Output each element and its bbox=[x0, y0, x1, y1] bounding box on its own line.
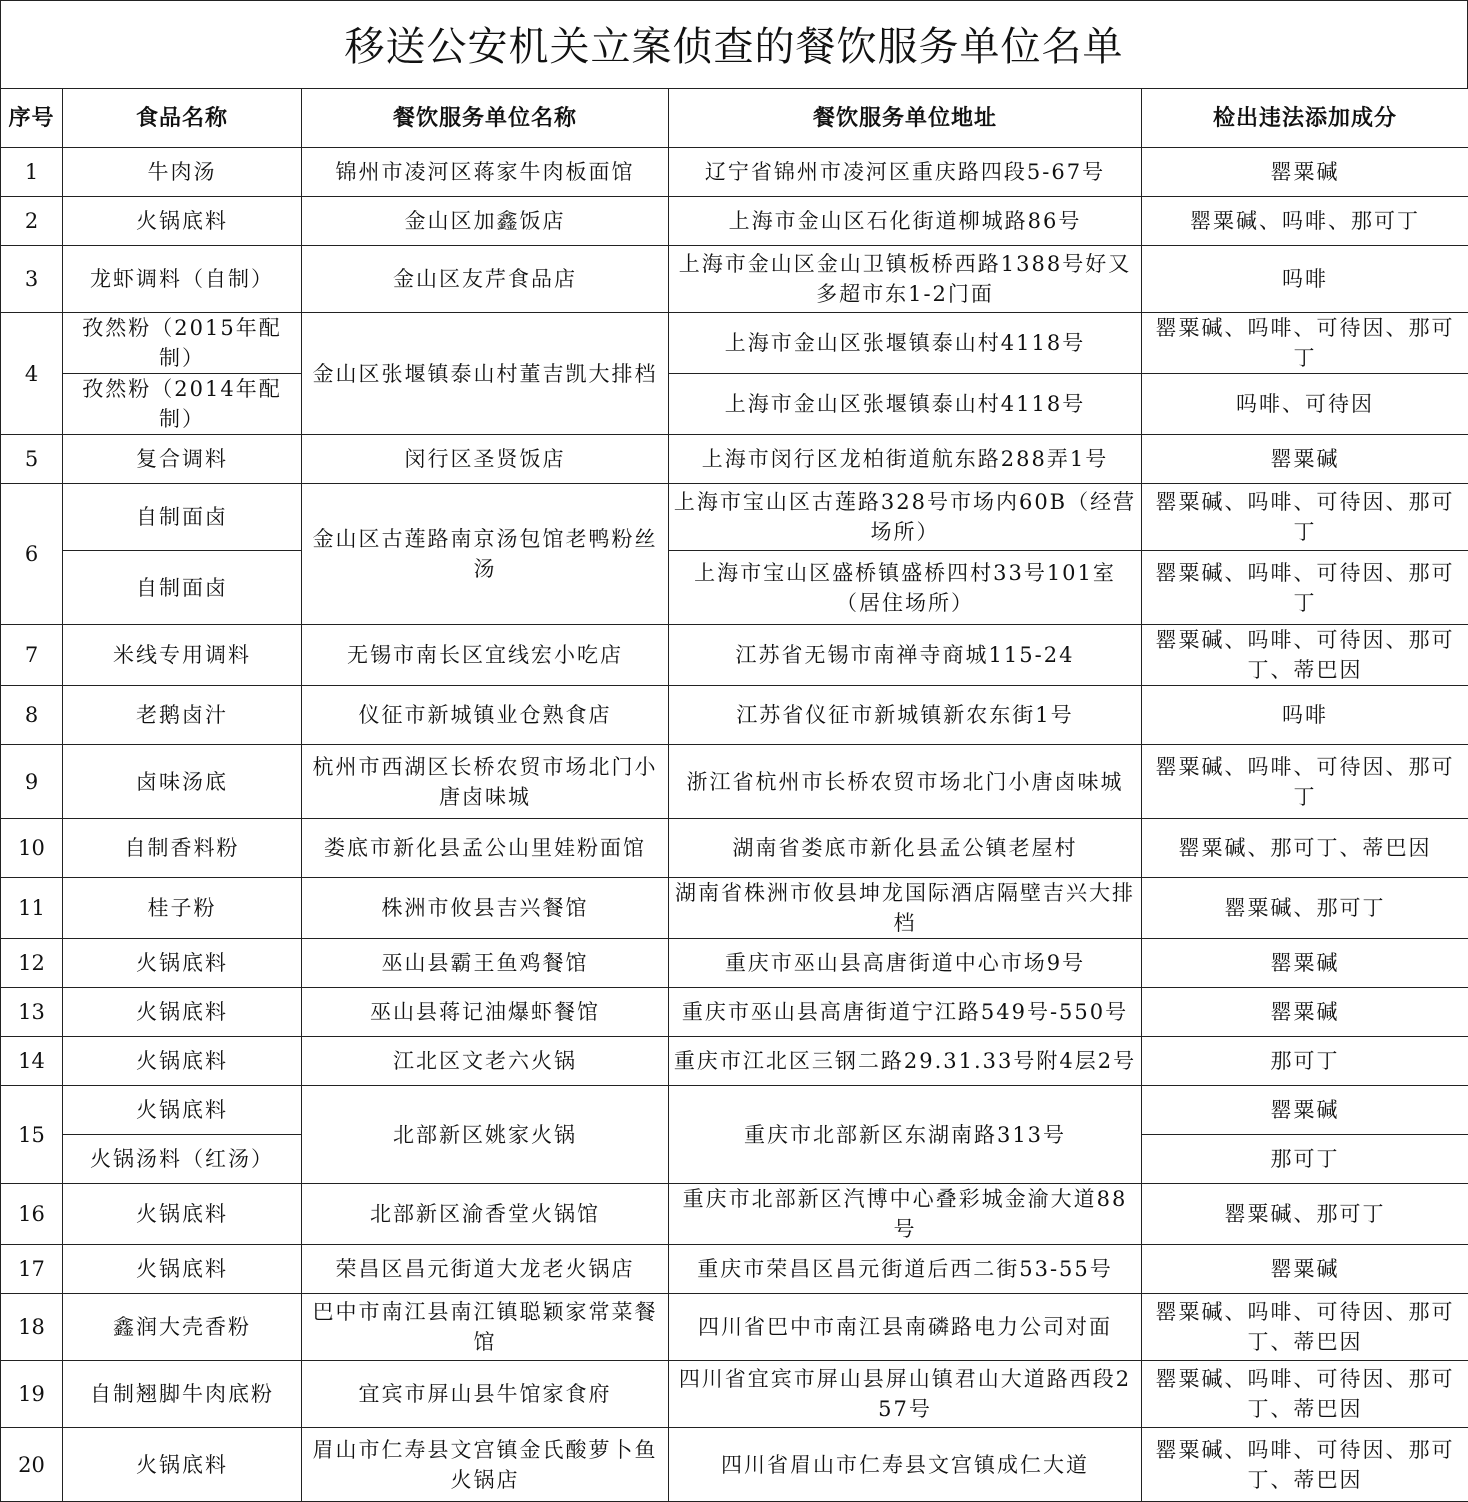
cell-additive: 罂粟碱 bbox=[1142, 988, 1468, 1037]
cell-food: 桂子粉 bbox=[63, 878, 302, 939]
cell-address: 重庆市巫山县高唐街道宁江路549号-550号 bbox=[669, 988, 1142, 1037]
cell-additive: 罂粟碱、吗啡、可待因、那可丁 bbox=[1142, 313, 1468, 374]
table-row bbox=[1, 745, 1468, 819]
header-additive: 检出违法添加成分 bbox=[1142, 89, 1468, 148]
cell-address: 辽宁省锦州市凌河区重庆路四段5-67号 bbox=[669, 148, 1142, 197]
cell-food: 复合调料 bbox=[63, 435, 302, 484]
table-row bbox=[1, 686, 1468, 745]
cell-additive: 罂粟碱、那可丁、蒂巴因 bbox=[1142, 819, 1468, 878]
table-row bbox=[1, 878, 1468, 939]
cell-additive: 罂粟碱、那可丁 bbox=[1142, 1184, 1468, 1245]
cell-seq: 2 bbox=[1, 197, 63, 246]
cell-food: 老鹅卤汁 bbox=[63, 686, 302, 745]
cell-address: 四川省眉山市仁寿县文宫镇成仁大道 bbox=[669, 1428, 1142, 1502]
cell-seq: 16 bbox=[1, 1184, 63, 1245]
cell-unit: 北部新区姚家火锅 bbox=[302, 1086, 669, 1184]
cell-address: 湖南省娄底市新化县孟公镇老屋村 bbox=[669, 819, 1142, 878]
cell-address: 重庆市江北区三钢二路29.31.33号附4层2号 bbox=[669, 1037, 1142, 1086]
cell-address: 上海市金山区石化街道柳城路86号 bbox=[669, 197, 1142, 246]
cell-food: 火锅底料 bbox=[63, 1037, 302, 1086]
cell-seq: 19 bbox=[1, 1361, 63, 1428]
cell-additive: 吗啡 bbox=[1142, 686, 1468, 745]
cell-seq: 13 bbox=[1, 988, 63, 1037]
cell-additive: 吗啡、可待因 bbox=[1142, 374, 1468, 435]
cell-seq: 5 bbox=[1, 435, 63, 484]
table-row bbox=[1, 313, 1468, 374]
cell-seq: 6 bbox=[1, 484, 63, 625]
cell-food: 自制面卤 bbox=[63, 551, 302, 625]
cell-unit: 巫山县蒋记油爆虾餐馆 bbox=[302, 988, 669, 1037]
cell-seq: 11 bbox=[1, 878, 63, 939]
cell-food: 自制香料粉 bbox=[63, 819, 302, 878]
table-row bbox=[1, 197, 1468, 246]
cell-food: 米线专用调料 bbox=[63, 625, 302, 686]
cell-additive: 罂粟碱 bbox=[1142, 1245, 1468, 1294]
cell-unit: 荣昌区昌元街道大龙老火锅店 bbox=[302, 1245, 669, 1294]
cell-food: 火锅底料 bbox=[63, 1184, 302, 1245]
table-row bbox=[1, 551, 1468, 625]
cell-address: 上海市金山区金山卫镇板桥西路1388号好又多超市东1-2门面 bbox=[669, 246, 1142, 313]
cell-unit: 锦州市凌河区蒋家牛肉板面馆 bbox=[302, 148, 669, 197]
header-seq: 序号 bbox=[1, 89, 63, 148]
cell-additive: 罂粟碱、那可丁 bbox=[1142, 878, 1468, 939]
cell-additive: 吗啡 bbox=[1142, 246, 1468, 313]
cell-address: 江苏省仪征市新城镇新农东街1号 bbox=[669, 686, 1142, 745]
cell-seq: 10 bbox=[1, 819, 63, 878]
cell-additive: 罂粟碱、吗啡、可待因、那可丁 bbox=[1142, 484, 1468, 551]
cell-additive: 罂粟碱 bbox=[1142, 1086, 1468, 1135]
cell-additive: 那可丁 bbox=[1142, 1135, 1468, 1184]
table-row bbox=[1, 1184, 1468, 1245]
cell-unit: 金山区古莲路南京汤包馆老鸭粉丝汤 bbox=[302, 484, 669, 625]
cell-additive: 罂粟碱、吗啡、可待因、那可丁、蒂巴因 bbox=[1142, 625, 1468, 686]
cell-unit: 巴中市南江县南江镇聪颖家常菜餐馆 bbox=[302, 1294, 669, 1361]
cell-address: 重庆市荣昌区昌元街道后西二街53-55号 bbox=[669, 1245, 1142, 1294]
table-row bbox=[1, 246, 1468, 313]
cell-food: 火锅底料 bbox=[63, 1428, 302, 1502]
header-unit: 餐饮服务单位名称 bbox=[302, 89, 669, 148]
cell-additive: 罂粟碱 bbox=[1142, 435, 1468, 484]
table-row bbox=[1, 1428, 1468, 1502]
cell-food: 卤味汤底 bbox=[63, 745, 302, 819]
cell-unit: 无锡市南长区宜线宏小吃店 bbox=[302, 625, 669, 686]
cell-food: 火锅汤料（红汤） bbox=[63, 1135, 302, 1184]
cell-additive: 罂粟碱 bbox=[1142, 148, 1468, 197]
cell-unit: 娄底市新化县孟公山里娃粉面馆 bbox=[302, 819, 669, 878]
cell-address: 四川省宜宾市屏山县屏山镇君山大道路西段257号 bbox=[669, 1361, 1142, 1428]
cell-address: 江苏省无锡市南禅寺商城115-24 bbox=[669, 625, 1142, 686]
table-row bbox=[1, 435, 1468, 484]
table-row bbox=[1, 1037, 1468, 1086]
cell-unit: 江北区文老六火锅 bbox=[302, 1037, 669, 1086]
cell-seq: 15 bbox=[1, 1086, 63, 1184]
cell-address: 上海市宝山区盛桥镇盛桥四村33号101室（居住场所） bbox=[669, 551, 1142, 625]
restaurant-table bbox=[0, 88, 1468, 1502]
header-food: 食品名称 bbox=[63, 89, 302, 148]
cell-additive: 罂粟碱、吗啡、可待因、那可丁 bbox=[1142, 551, 1468, 625]
cell-unit: 闵行区圣贤饭店 bbox=[302, 435, 669, 484]
cell-address: 上海市宝山区古莲路328号市场内60B（经营场所） bbox=[669, 484, 1142, 551]
cell-food: 鑫润大壳香粉 bbox=[63, 1294, 302, 1361]
cell-food: 火锅底料 bbox=[63, 1086, 302, 1135]
cell-additive: 那可丁 bbox=[1142, 1037, 1468, 1086]
cell-food: 牛肉汤 bbox=[63, 148, 302, 197]
cell-additive: 罂粟碱、吗啡、可待因、那可丁、蒂巴因 bbox=[1142, 1361, 1468, 1428]
table-row bbox=[1, 988, 1468, 1037]
cell-food: 火锅底料 bbox=[63, 939, 302, 988]
cell-unit: 宜宾市屏山县牛馆家食府 bbox=[302, 1361, 669, 1428]
table-row bbox=[1, 939, 1468, 988]
page-title: 移送公安机关立案侦查的餐饮服务单位名单 bbox=[0, 0, 1468, 88]
cell-seq: 12 bbox=[1, 939, 63, 988]
cell-seq: 4 bbox=[1, 313, 63, 435]
cell-seq: 3 bbox=[1, 246, 63, 313]
table-row bbox=[1, 1361, 1468, 1428]
cell-seq: 17 bbox=[1, 1245, 63, 1294]
cell-address: 上海市闵行区龙柏街道航东路288弄1号 bbox=[669, 435, 1142, 484]
cell-address: 重庆市北部新区东湖南路313号 bbox=[669, 1086, 1142, 1184]
cell-unit: 北部新区渝香堂火锅馆 bbox=[302, 1184, 669, 1245]
cell-additive: 罂粟碱 bbox=[1142, 939, 1468, 988]
cell-address: 上海市金山区张堰镇泰山村4118号 bbox=[669, 374, 1142, 435]
table-header-row bbox=[1, 89, 1468, 148]
table-row bbox=[1, 1086, 1468, 1135]
cell-food: 火锅底料 bbox=[63, 1245, 302, 1294]
cell-seq: 18 bbox=[1, 1294, 63, 1361]
cell-food: 孜然粉（2014年配制） bbox=[63, 374, 302, 435]
cell-address: 重庆市巫山县高唐街道中心市场9号 bbox=[669, 939, 1142, 988]
cell-unit: 金山区友芹食品店 bbox=[302, 246, 669, 313]
table-row bbox=[1, 1245, 1468, 1294]
table-row bbox=[1, 148, 1468, 197]
cell-food: 自制面卤 bbox=[63, 484, 302, 551]
cell-address: 上海市金山区张堰镇泰山村4118号 bbox=[669, 313, 1142, 374]
cell-food: 火锅底料 bbox=[63, 197, 302, 246]
header-address: 餐饮服务单位地址 bbox=[669, 89, 1142, 148]
cell-unit: 金山区张堰镇泰山村董吉凯大排档 bbox=[302, 313, 669, 435]
cell-unit: 株洲市攸县吉兴餐馆 bbox=[302, 878, 669, 939]
cell-unit: 杭州市西湖区长桥农贸市场北门小唐卤味城 bbox=[302, 745, 669, 819]
cell-additive: 罂粟碱、吗啡、可待因、那可丁 bbox=[1142, 745, 1468, 819]
cell-address: 重庆市北部新区汽博中心叠彩城金渝大道88号 bbox=[669, 1184, 1142, 1245]
cell-additive: 罂粟碱、吗啡、可待因、那可丁、蒂巴因 bbox=[1142, 1428, 1468, 1502]
cell-food: 自制翘脚牛肉底粉 bbox=[63, 1361, 302, 1428]
cell-address: 湖南省株洲市攸县坤龙国际酒店隔壁吉兴大排档 bbox=[669, 878, 1142, 939]
cell-seq: 7 bbox=[1, 625, 63, 686]
table-row bbox=[1, 484, 1468, 551]
table-row bbox=[1, 819, 1468, 878]
table-row bbox=[1, 1294, 1468, 1361]
cell-food: 孜然粉（2015年配制） bbox=[63, 313, 302, 374]
table-row bbox=[1, 625, 1468, 686]
cell-food: 龙虾调料（自制） bbox=[63, 246, 302, 313]
cell-address: 浙江省杭州市长桥农贸市场北门小唐卤味城 bbox=[669, 745, 1142, 819]
cell-additive: 罂粟碱、吗啡、那可丁 bbox=[1142, 197, 1468, 246]
cell-seq: 14 bbox=[1, 1037, 63, 1086]
table-row bbox=[1, 374, 1468, 435]
cell-unit: 金山区加鑫饭店 bbox=[302, 197, 669, 246]
cell-additive: 罂粟碱、吗啡、可待因、那可丁、蒂巴因 bbox=[1142, 1294, 1468, 1361]
cell-food: 火锅底料 bbox=[63, 988, 302, 1037]
cell-unit: 眉山市仁寿县文宫镇金氏酸萝卜鱼火锅店 bbox=[302, 1428, 669, 1502]
cell-seq: 1 bbox=[1, 148, 63, 197]
cell-seq: 8 bbox=[1, 686, 63, 745]
cell-seq: 20 bbox=[1, 1428, 63, 1502]
cell-unit: 巫山县霸王鱼鸡餐馆 bbox=[302, 939, 669, 988]
cell-address: 四川省巴中市南江县南磷路电力公司对面 bbox=[669, 1294, 1142, 1361]
cell-seq: 9 bbox=[1, 745, 63, 819]
cell-unit: 仪征市新城镇业仓熟食店 bbox=[302, 686, 669, 745]
